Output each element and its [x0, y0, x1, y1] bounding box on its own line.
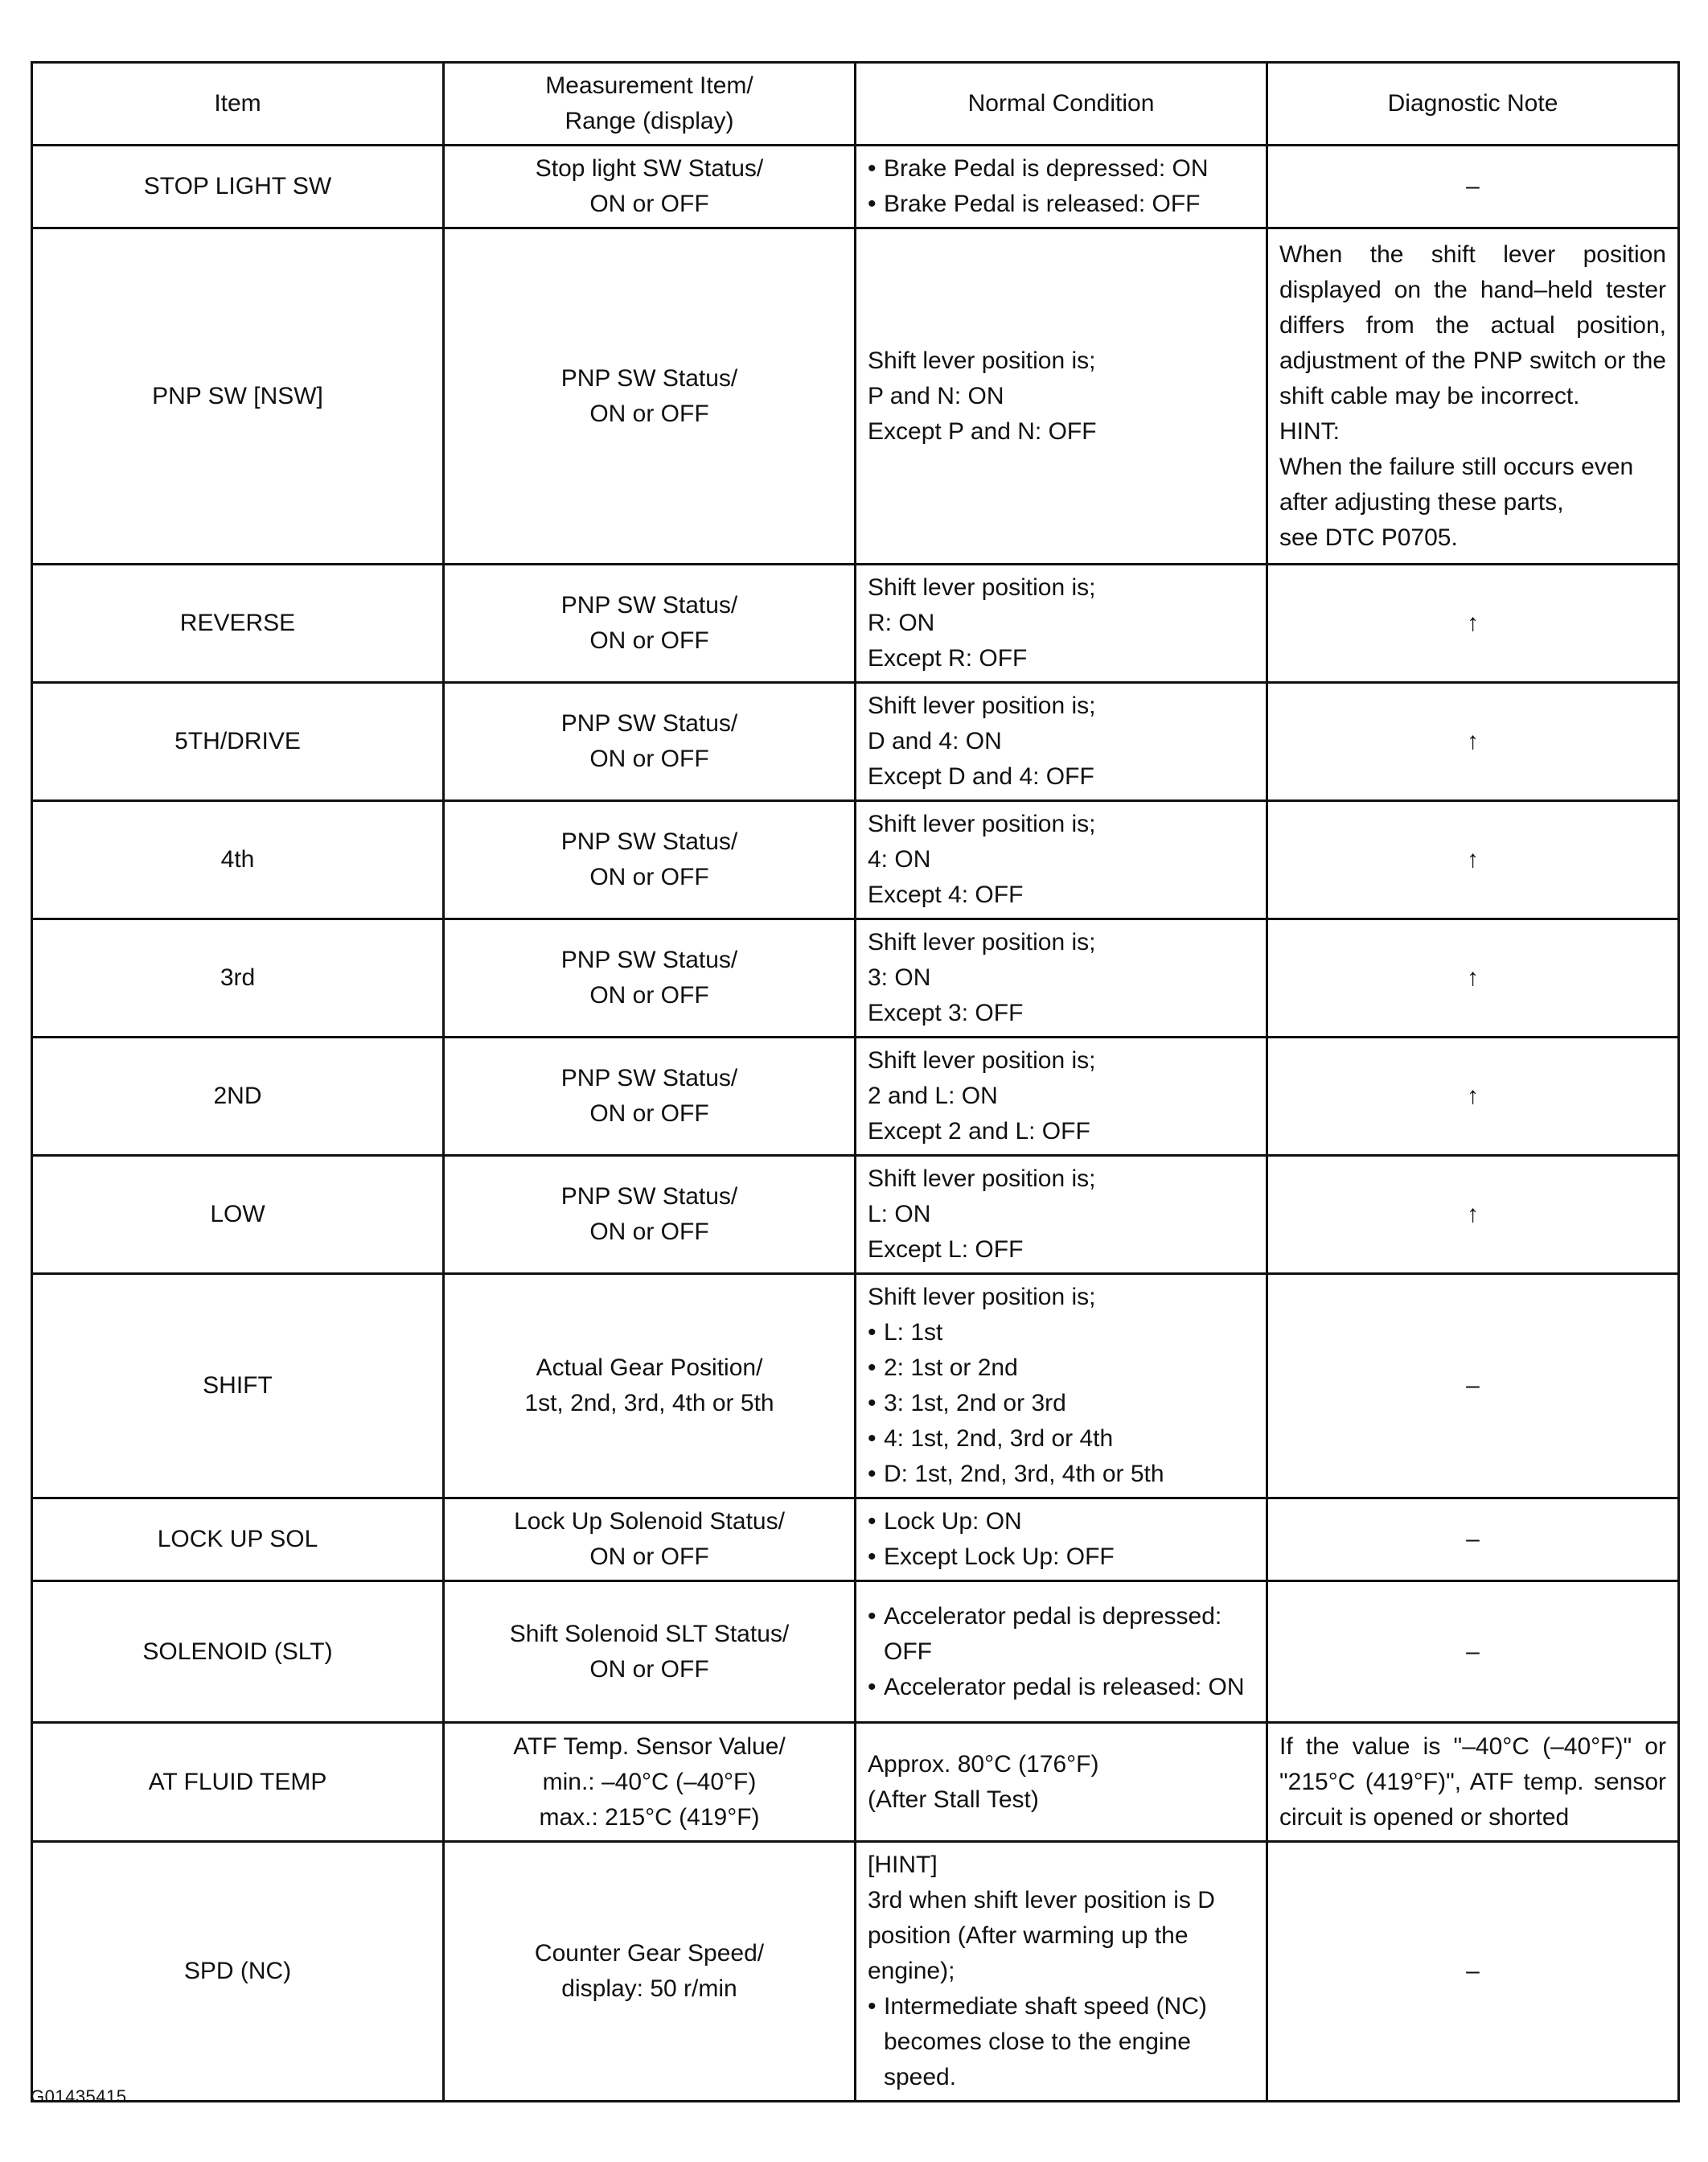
item-cell: PNP SW [NSW] — [32, 228, 444, 565]
note-cell-ditto-arrow: ↑ — [1267, 801, 1679, 919]
normal-bullet: • 2: 1st or 2nd — [868, 1350, 1254, 1386]
table-row — [32, 146, 1679, 228]
item-cell: LOW — [32, 1156, 444, 1274]
table-row — [32, 1274, 1679, 1498]
normal-line: Shift lever position is; — [868, 929, 1096, 956]
item-cell: SOLENOID (SLT) — [32, 1581, 444, 1723]
item-cell: 5TH/DRIVE — [32, 683, 444, 801]
measurement-line: Stop light SW Status/ — [535, 155, 764, 182]
header-measurement — [444, 63, 856, 146]
normal-line: Except L: OFF — [868, 1236, 1024, 1263]
normal-bullet: • Intermediate shaft speed (NC) becomes close to the engine speed. — [868, 1989, 1254, 2095]
note-cell-ditto-arrow: ↑ — [1267, 565, 1679, 683]
measurement-cell — [444, 1842, 856, 2102]
measurement-cell — [444, 801, 856, 919]
normal-line: Shift lever position is; — [868, 1165, 1096, 1192]
table-row — [32, 1156, 1679, 1274]
header-measurement-line: Measurement Item/ — [545, 72, 753, 99]
header-note: Diagnostic Note — [1267, 63, 1679, 146]
normal-line: Shift lever position is; — [868, 1047, 1096, 1074]
item-cell: 4th — [32, 801, 444, 919]
measurement-line: ON or OFF — [589, 746, 709, 772]
normal-bullet: • Brake Pedal is released: OFF — [868, 187, 1254, 222]
measurement-line: PNP SW Status/ — [560, 947, 738, 973]
measurement-line: ON or OFF — [589, 400, 709, 427]
normal-line: R: ON — [868, 610, 935, 636]
normal-line: 3rd when shift lever position is D position (After warming up the engine); — [868, 1887, 1215, 1984]
note-line: When the failure still occurs even after adjusting these parts, — [1279, 453, 1634, 516]
item-cell: LOCK UP SOL — [32, 1498, 444, 1581]
header-normal: Normal Condition — [856, 63, 1267, 146]
normal-line: Shift lever position is; — [868, 693, 1096, 719]
measurement-line: ON or OFF — [589, 627, 709, 654]
normal-line: Shift lever position is; — [868, 811, 1096, 837]
figure-id: G01435415 — [31, 2086, 127, 2107]
normal-bullet: • D: 1st, 2nd, 3rd, 4th or 5th — [868, 1457, 1254, 1492]
note-line: When the shift lever position displayed on the hand–held tester differs from the actual position, adjustment of the PNP switch or the shift cable may be incorrect. — [1279, 240, 1666, 409]
normal-cell — [856, 1581, 1267, 1723]
measurement-line: ATF Temp. Sensor Value/ — [513, 1732, 786, 1760]
measurement-cell — [444, 1498, 856, 1581]
table-row — [32, 1498, 1679, 1581]
normal-cell — [856, 1842, 1267, 2102]
note-cell — [1267, 1723, 1679, 1842]
normal-bullet: • Accelerator pedal is depressed: OFF — [868, 1599, 1254, 1670]
diagnostic-table — [31, 61, 1680, 2102]
normal-cell — [856, 1156, 1267, 1274]
measurement-line: ON or OFF — [589, 1655, 709, 1683]
measurement-line: PNP SW Status/ — [560, 364, 738, 392]
normal-line: Shift lever position is; — [868, 1284, 1096, 1310]
note-line: HINT: — [1279, 417, 1340, 445]
measurement-cell — [444, 565, 856, 683]
normal-bullet: • Accelerator pedal is released: ON — [868, 1670, 1254, 1705]
note-cell-ditto-arrow: ↑ — [1267, 1038, 1679, 1156]
normal-line: (After Stall Test) — [868, 1786, 1039, 1813]
normal-cell — [856, 683, 1267, 801]
normal-bullet: • Except Lock Up: OFF — [868, 1539, 1254, 1575]
measurement-cell — [444, 146, 856, 228]
table-row — [32, 683, 1679, 801]
measurement-line: PNP SW Status/ — [560, 828, 738, 855]
normal-line: [HINT] — [868, 1852, 938, 1878]
measurement-cell — [444, 683, 856, 801]
normal-cell — [856, 228, 1267, 565]
table-row — [32, 228, 1679, 565]
header-item: Item — [32, 63, 444, 146]
normal-cell — [856, 1038, 1267, 1156]
measurement-line: max.: 215°C (419°F) — [539, 1803, 760, 1831]
normal-line: Except P and N: OFF — [868, 417, 1097, 445]
measurement-line: Shift Solenoid SLT Status/ — [509, 1620, 790, 1647]
note-cell — [1267, 228, 1679, 565]
normal-line: D and 4: ON — [868, 728, 1002, 754]
measurement-line: ON or OFF — [589, 191, 709, 217]
note-cell: – — [1267, 1498, 1679, 1581]
table-row — [32, 1581, 1679, 1723]
table-row — [32, 1723, 1679, 1842]
normal-bullet: • 4: 1st, 2nd, 3rd or 4th — [868, 1421, 1254, 1457]
normal-line: Except D and 4: OFF — [868, 763, 1094, 790]
table-row — [32, 565, 1679, 683]
measurement-line: Lock Up Solenoid Status/ — [514, 1508, 785, 1535]
note-cell-ditto-arrow: ↑ — [1267, 919, 1679, 1038]
normal-cell — [856, 1498, 1267, 1581]
item-cell: SPD (NC) — [32, 1842, 444, 2102]
measurement-cell — [444, 1156, 856, 1274]
normal-cell — [856, 919, 1267, 1038]
measurement-line: ON or OFF — [589, 982, 709, 1009]
normal-line: Shift lever position is; — [868, 347, 1096, 374]
normal-line: Shift lever position is; — [868, 574, 1096, 601]
normal-bullet: • Lock Up: ON — [868, 1504, 1254, 1539]
item-cell: STOP LIGHT SW — [32, 146, 444, 228]
measurement-cell — [444, 1723, 856, 1842]
item-cell: 3rd — [32, 919, 444, 1038]
normal-line: 4: ON — [868, 846, 931, 873]
normal-line: Except R: OFF — [868, 645, 1028, 672]
normal-line: Except 2 and L: OFF — [868, 1118, 1090, 1145]
normal-line: Approx. 80°C (176°F) — [868, 1750, 1099, 1778]
normal-bullet: • Brake Pedal is depressed: ON — [868, 151, 1254, 187]
normal-line: Except 4: OFF — [868, 882, 1024, 908]
item-cell: SHIFT — [32, 1274, 444, 1498]
measurement-line: ON or OFF — [589, 1100, 709, 1127]
normal-cell — [856, 1723, 1267, 1842]
normal-cell — [856, 801, 1267, 919]
measurement-cell — [444, 1038, 856, 1156]
normal-bullet: • 3: 1st, 2nd or 3rd — [868, 1386, 1254, 1421]
measurement-cell — [444, 228, 856, 565]
measurement-line: PNP SW Status/ — [560, 1065, 738, 1091]
measurement-line: 1st, 2nd, 3rd, 4th or 5th — [524, 1390, 774, 1416]
normal-line: 3: ON — [868, 964, 931, 991]
normal-line: L: ON — [868, 1201, 931, 1227]
note-line: see DTC P0705. — [1279, 524, 1458, 551]
measurement-line: ON or OFF — [589, 864, 709, 890]
measurement-line: PNP SW Status/ — [560, 1183, 738, 1210]
measurement-cell — [444, 919, 856, 1038]
normal-bullet: • L: 1st — [868, 1315, 1254, 1350]
note-cell: – — [1267, 1842, 1679, 2102]
item-cell: REVERSE — [32, 565, 444, 683]
measurement-line: Counter Gear Speed/ — [534, 1940, 765, 1967]
table-row — [32, 919, 1679, 1038]
measurement-line: Actual Gear Position/ — [536, 1354, 763, 1381]
measurement-line: PNP SW Status/ — [560, 592, 738, 619]
note-line: If the value is "–40°C (–40°F)" or "215°C (419°F)", ATF temp. sensor circuit is opened or shorted — [1279, 1732, 1666, 1831]
normal-cell — [856, 565, 1267, 683]
measurement-line: ON or OFF — [589, 1219, 709, 1245]
table-row — [32, 1038, 1679, 1156]
normal-line: 2 and L: ON — [868, 1083, 998, 1109]
measurement-line: display: 50 r/min — [561, 1975, 737, 2002]
measurement-line: ON or OFF — [589, 1543, 709, 1570]
normal-line: Except 3: OFF — [868, 1000, 1024, 1026]
measurement-line: PNP SW Status/ — [560, 710, 738, 737]
note-cell: – — [1267, 1581, 1679, 1723]
measurement-cell — [444, 1581, 856, 1723]
normal-cell — [856, 1274, 1267, 1498]
measurement-line: min.: –40°C (–40°F) — [542, 1768, 757, 1795]
note-cell-ditto-arrow: ↑ — [1267, 683, 1679, 801]
header-measurement-line: Range (display) — [565, 108, 734, 134]
table-row — [32, 1842, 1679, 2102]
normal-line: P and N: ON — [868, 382, 1004, 409]
item-cell: AT FLUID TEMP — [32, 1723, 444, 1842]
measurement-cell — [444, 1274, 856, 1498]
table-header-row — [32, 63, 1679, 146]
note-cell: – — [1267, 1274, 1679, 1498]
note-cell-ditto-arrow: ↑ — [1267, 1156, 1679, 1274]
table-row — [32, 801, 1679, 919]
item-cell: 2ND — [32, 1038, 444, 1156]
normal-cell — [856, 146, 1267, 228]
note-cell: – — [1267, 146, 1679, 228]
